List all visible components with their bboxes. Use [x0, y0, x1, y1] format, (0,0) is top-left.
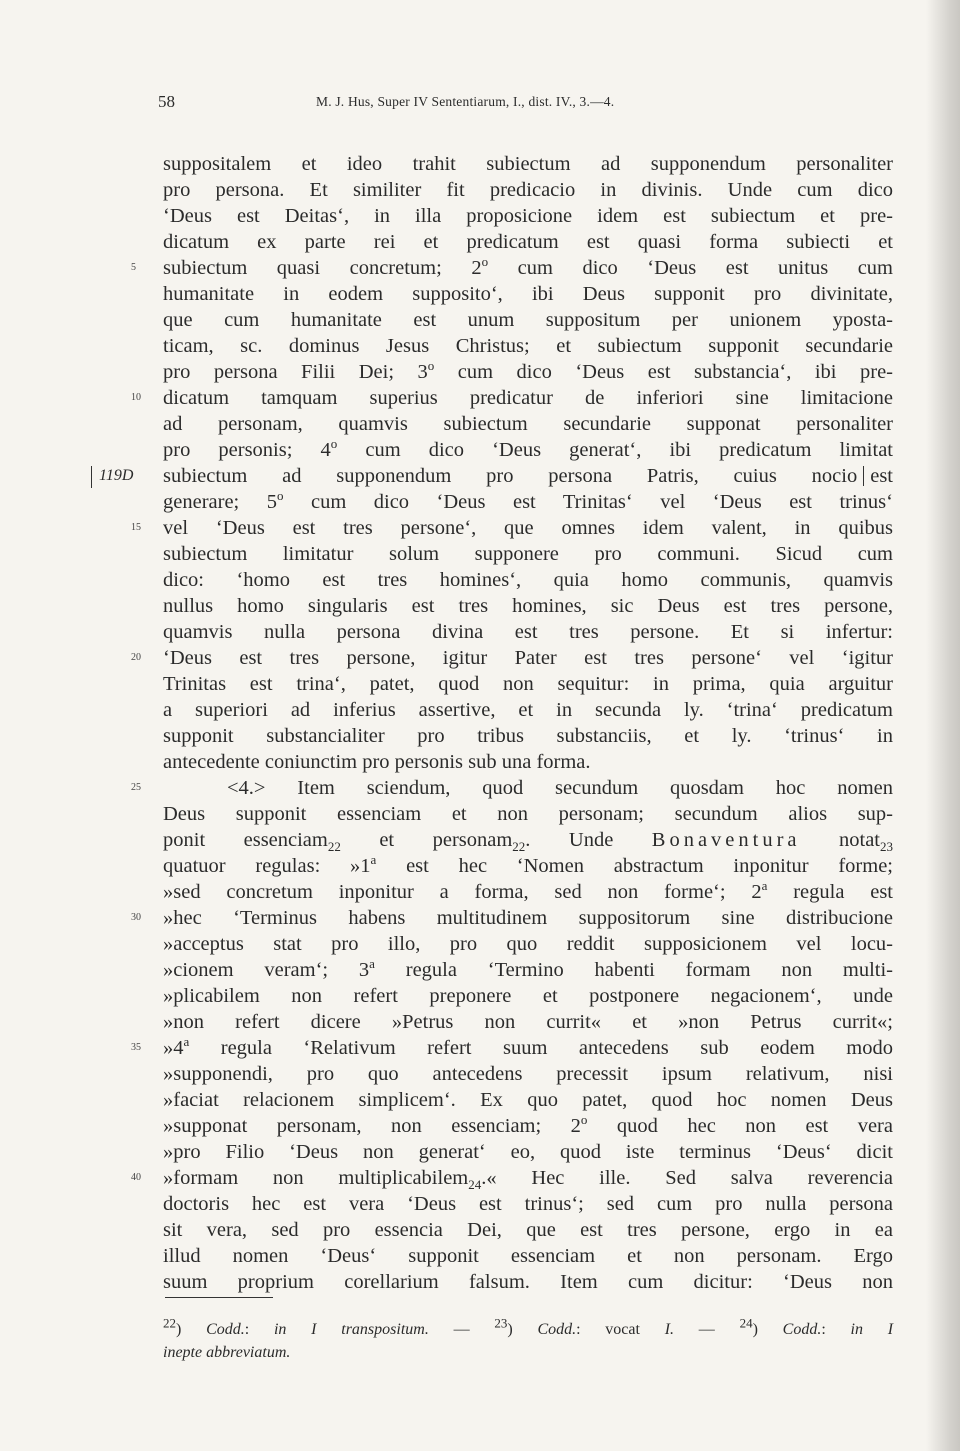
line-text: dico: ‘homo est tres homines‘, quia homo communis, quamvis — [163, 569, 893, 591]
line-text: a superiori ad inferius assertive, et in secunda ly. ‘trina‘ predicatum — [163, 699, 893, 721]
line-number-40: 40 — [131, 1172, 141, 1183]
line-text: quatuor regulas: »1 — [163, 855, 371, 877]
line-text: »plicabilem non refert preponere et postponere negacionem‘, unde — [163, 985, 893, 1007]
line-text: subiectum limitatur solum supponere pro communi. Sicud cum — [163, 543, 893, 565]
superscript: o — [580, 1112, 588, 1128]
line-text: pro personis; 4 — [163, 439, 331, 461]
text-line — [131, 1165, 894, 1193]
line-text: subiectum ad supponendum pro persona Patris, cuius nocio — [163, 465, 858, 487]
footnote-text: : — [244, 1321, 274, 1338]
line-text: humanitate in eodem supposito‘, ibi Deus supponit pro divinitate, — [163, 283, 893, 305]
text-line — [163, 567, 893, 593]
footnote-separator: — — [428, 1321, 495, 1338]
line-text: ‘Deus est tres persone, igitur Pater est tres persone‘ vel ‘igitur — [163, 647, 893, 669]
line-text: doctoris hec est vera ‘Deus est trinus‘; sed cum pro nulla persona — [163, 1193, 893, 1215]
text-line — [131, 1034, 893, 1061]
text-line — [163, 151, 893, 177]
page-header — [0, 92, 960, 116]
footnote-ref: 22 — [512, 839, 526, 855]
line-text: »cionem veram‘; 3 — [163, 959, 370, 981]
footnote-text: Codd. — [537, 1321, 577, 1338]
text-line — [163, 1113, 893, 1139]
text-line — [163, 359, 893, 385]
footnote-ref: 24 — [468, 1177, 482, 1193]
text-line — [163, 333, 893, 359]
text-line — [163, 697, 893, 723]
line-text: ticam, sc. dominus Jesus Christus; et subiectum supponit secundarie — [163, 335, 893, 357]
text-line — [163, 1269, 893, 1295]
text-line — [163, 203, 893, 229]
line-text: . Unde — [525, 829, 652, 851]
line-text: quod hec non est vera — [587, 1115, 893, 1137]
line-number-15: 15 — [131, 522, 141, 533]
line-text: dicatum ex parte rei et predicatum est quasi forma subiecti et — [163, 231, 893, 253]
footnote-line: $^{22}$) Codd.: in I transpositum. — $^{23}$) Codd.: vocat I. — $^{24}$) Codd.: in I — [163, 1315, 894, 1338]
line-text: sit vera, sed pro essencia Dei, que est tres persone, ergo in ea — [163, 1219, 893, 1241]
superscript: a — [761, 878, 768, 894]
footnotes — [163, 1315, 894, 1364]
text-line — [131, 905, 893, 931]
text-line — [163, 1087, 893, 1113]
text-line — [131, 385, 893, 411]
text-line — [163, 1243, 893, 1269]
line-number-20: 20 — [131, 652, 141, 663]
text-line — [163, 619, 893, 645]
page-number: 58 — [158, 92, 175, 111]
text-line — [163, 1009, 893, 1035]
line-text: »formam non multiplicabilem — [163, 1167, 469, 1189]
superscript: o — [276, 488, 284, 504]
footnote-text: in I — [850, 1321, 894, 1338]
line-text: suum proprium corellarium falsum. Item cum dicitur: ‘Deus non — [163, 1271, 893, 1293]
footnote-text: I. — [664, 1321, 675, 1338]
footnote-text: Codd. — [782, 1321, 822, 1338]
line-text: ‘Deus est Deitas‘, in illa proposicione idem est subiectum et pre- — [163, 205, 893, 227]
line-text: cum dico ‘Deus generat‘, ibi predicatum limitat — [337, 439, 893, 461]
line-text: cum dico ‘Deus est substancia‘, ibi pre- — [434, 361, 893, 383]
line-number-30: 30 — [131, 912, 141, 923]
superscript: o — [330, 436, 338, 452]
line-text: .« Hec ille. Sed salva reverencia — [481, 1167, 894, 1189]
line-text: subiectum quasi concretum; 2 — [163, 257, 482, 279]
superscript: a — [370, 852, 377, 868]
footnote-text: Codd. — [206, 1321, 245, 1338]
line-number-25: 25 — [131, 782, 141, 793]
text-line — [163, 931, 893, 957]
line-text: cum dico ‘Deus est unitus cum — [488, 257, 894, 279]
line-number-35: 35 — [131, 1042, 141, 1053]
text-line — [163, 281, 893, 307]
line-text: illud nomen ‘Deus‘ supponit essenciam et non personam. Ergo — [163, 1245, 893, 1267]
superscript: o — [427, 358, 435, 374]
superscript: a — [183, 1034, 190, 1050]
line-text: »pro Filio ‘Deus non generat‘ eo, quod iste terminus ‘Deus‘ dicit — [163, 1141, 893, 1163]
line-text: regula ‘Termino habenti formam non multi- — [374, 959, 893, 981]
text-line — [163, 879, 893, 905]
text-line — [163, 437, 893, 463]
line-text: Deus supponit essenciam et non personam; secundum alios sup- — [163, 803, 893, 825]
author-name: Bonaventura — [651, 829, 801, 851]
line-text: »supponat personam, non essenciam; 2 — [163, 1115, 581, 1137]
line-text: notat — [800, 829, 880, 851]
superscript: a — [369, 956, 375, 972]
line-text: »hec ‘Terminus habens multitudinem suppositorum sine distribucione — [163, 907, 893, 929]
line-text: <4.> Item sciendum, quod secundum quosdam hoc nomen — [227, 777, 893, 799]
text-line — [131, 645, 893, 671]
text-line — [131, 515, 893, 541]
footnote-text: in I transpositum. — [273, 1321, 429, 1338]
text-line — [163, 749, 893, 775]
line-text: regula ‘Relativum refert suum antecedens sub eodem modo — [189, 1037, 893, 1059]
line-text: cum dico ‘Deus est Trinitas‘ vel ‘Deus est trinus‘ — [283, 491, 893, 513]
text-line — [163, 827, 893, 853]
line-text: antecedente coniunctim pro personis sub una forma. — [163, 751, 591, 773]
line-text: est hec ‘Nomen abstractum inponitur forme; — [376, 855, 893, 877]
footnote-text: : vocat — [576, 1321, 665, 1338]
line-text: »sed concretum inponitur a forma, sed non forme‘; 2 — [163, 881, 762, 903]
text-line — [163, 489, 893, 515]
footnote-ref: 23 — [880, 839, 893, 855]
line-text: ponit essenciam — [163, 829, 328, 851]
text-line — [163, 983, 893, 1009]
text-line — [163, 541, 893, 567]
text-line — [163, 593, 893, 619]
line-text: et personam — [340, 829, 513, 851]
line-number-10: 10 — [131, 392, 141, 403]
text-line — [163, 957, 893, 983]
line-text: pro persona. Et similiter fit predicacio in divinis. Unde cum dico — [163, 179, 893, 201]
text-line — [163, 671, 893, 697]
line-text: nullus homo singularis est tres homines, sic Deus est tres persone, — [163, 595, 893, 617]
text-line — [131, 775, 893, 801]
line-text: »4 — [163, 1037, 184, 1059]
footnote-text: : — [821, 1321, 851, 1338]
line-text: suppositalem et ideo trahit subiectum ad supponendum personaliter — [163, 153, 893, 175]
line-text: quamvis nulla persona divina est tres persone. Et si infertur: — [163, 621, 893, 643]
text-line — [163, 1191, 893, 1217]
text-line — [163, 411, 893, 437]
line-text: dicatum tamquam superius predicatur de inferiori sine limitacione — [163, 387, 893, 409]
line-text: que cum humanitate est unum suppositum per unionem yposta- — [163, 309, 893, 331]
line-text: regula est — [767, 881, 893, 903]
footnote-line — [163, 1341, 893, 1364]
text-line — [163, 723, 893, 749]
footnote-separator: — — [674, 1321, 740, 1338]
footnote-text: inepte abbreviatum. — [163, 1344, 291, 1361]
superscript: o — [481, 254, 489, 270]
page-edge-shadow — [926, 0, 960, 1451]
line-text: est — [870, 465, 893, 487]
text-line — [163, 801, 893, 827]
footnote-ref: 22 — [327, 839, 341, 855]
folio-bar — [91, 466, 92, 488]
line-number-5: 5 — [131, 262, 136, 273]
folio-break-mark — [863, 466, 864, 486]
line-text: »acceptus stat pro illo, pro quo reddit supposicionem vel locu- — [163, 933, 893, 955]
text-line — [163, 853, 893, 879]
text-line — [163, 177, 893, 203]
line-text: pro persona Filii Dei; 3 — [163, 361, 428, 383]
line-text: supponit substancialiter pro tribus substanciis, et ly. ‘trinus‘ in — [163, 725, 893, 747]
text-line — [163, 229, 893, 255]
text-line — [163, 1139, 893, 1165]
line-text: »faciat relacionem simplicem‘. Ex quo patet, quod hoc nomen Deus — [163, 1089, 893, 1111]
line-text: ad personam, quamvis subiectum secundarie supponat personaliter — [163, 413, 893, 435]
text-line — [131, 254, 894, 281]
footnote-number: 24 — [739, 1315, 753, 1331]
footnote-number: 22 — [163, 1315, 176, 1331]
text-line — [163, 1061, 893, 1087]
text-line — [163, 307, 893, 333]
text-line — [99, 463, 893, 489]
folio-marker: 119D — [99, 467, 134, 484]
line-text: Trinitas est trina‘, patet, quod non sequitur: in prima, quia arguitur — [163, 673, 893, 695]
main-text — [99, 151, 894, 1295]
line-text: »non refert dicere »Petrus non currit« et »non Petrus currit«; — [163, 1011, 893, 1033]
line-text: generare; 5 — [163, 491, 277, 513]
running-head: M. J. Hus, Super IV Sententiarum, I., dist. IV., 3.—4. — [316, 94, 615, 109]
footnote-number: 23 — [494, 1315, 508, 1331]
text-line — [163, 1217, 893, 1243]
line-text: vel ‘Deus est tres persone‘, que omnes idem valent, in quibus — [163, 517, 893, 539]
footnote-divider — [165, 1297, 273, 1298]
line-text: »supponendi, pro quo antecedens precessit ipsum relativum, nisi — [163, 1063, 893, 1085]
